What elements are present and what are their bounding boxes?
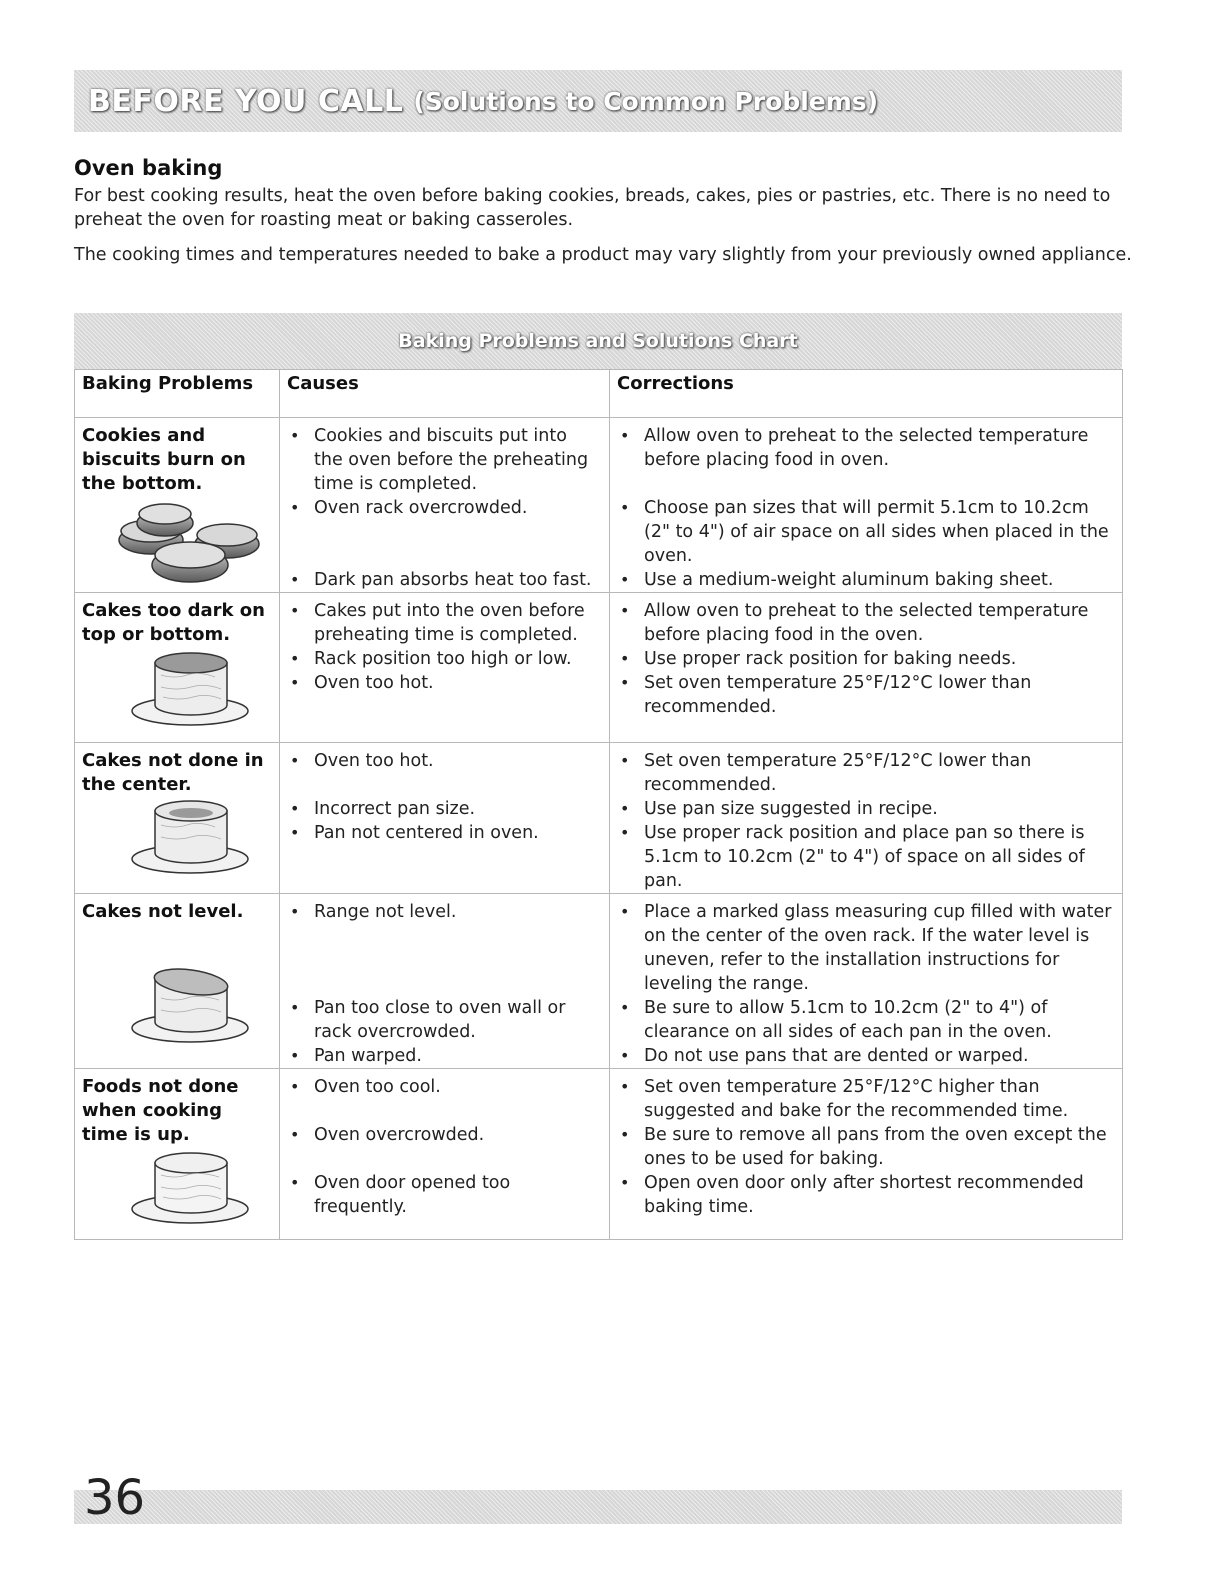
correction-item: • Be sure to allow 5.1cm to 10.2cm (2" to 4") of clearance on all sides of each pan in the oven.: [620, 996, 1114, 1044]
correction-item: • Use pan size suggested in recipe.: [620, 797, 1114, 821]
correction-item: • Use a medium-weight aluminum baking sheet.: [620, 568, 1114, 592]
column-header-causes: Causes: [280, 370, 610, 418]
cause-item: • Cakes put into the oven before preheating time is completed.: [290, 599, 601, 647]
correction-item: • Open oven door only after shortest recommended baking time.: [620, 1171, 1114, 1219]
cause-item: • Oven too hot.: [290, 749, 601, 797]
column-header-corrections: Corrections: [610, 370, 1123, 418]
chart-title: Baking Problems and Solutions Chart: [398, 330, 798, 352]
cookies-illustration: [75, 418, 280, 589]
problem-label: Foods not done when cooking time is up.: [82, 1076, 239, 1145]
table-row: [75, 593, 1123, 743]
dark-cake-illustration: [75, 593, 280, 743]
problem-cell: [75, 743, 280, 894]
cause-item: • Pan warped.: [290, 1044, 601, 1068]
cause-item: • Oven door opened too frequently.: [290, 1171, 601, 1219]
corrections-cell: [610, 593, 1123, 743]
cause-item: • Oven overcrowded.: [290, 1123, 601, 1171]
cause-item: • Oven rack overcrowded.: [290, 496, 601, 568]
intro-paragraph: For best cooking results, heat the oven before baking cookies, breads, cakes, pies or pastries, etc. There is no need to preheat the oven for roasting meat or baking casseroles.: [74, 186, 1111, 230]
problem-label: Cakes not done in the center.: [82, 750, 264, 795]
intro-paragraph: The cooking times and temperatures needed to bake a product may vary slightly from your previously owned appliance.: [74, 245, 1132, 265]
table-row: [75, 418, 1123, 593]
solutions-table: [74, 369, 1123, 1240]
correction-item: • Set oven temperature 25°F/12°C higher than suggested and bake for the recommended time.: [620, 1075, 1114, 1123]
page-title: BEFORE YOU CALL: [88, 83, 404, 119]
page-subtitle: (Solutions to Common Problems): [413, 86, 879, 116]
table-row: [75, 894, 1123, 1069]
correction-item: • Do not use pans that are dented or warped.: [620, 1044, 1114, 1068]
corrections-cell: [610, 418, 1123, 593]
correction-item: • Use proper rack position and place pan so there is 5.1cm to 10.2cm (2" to 4") of space on all sides of pan.: [620, 821, 1114, 893]
tilted-cake-illustration: [75, 894, 280, 1067]
causes-cell: [280, 593, 610, 743]
problem-cell: [75, 894, 280, 1069]
table-header-row: [75, 370, 1123, 418]
cause-item: • Pan too close to oven wall or rack overcrowded.: [290, 996, 601, 1044]
causes-cell: [280, 1069, 610, 1240]
section-title: Oven baking: [74, 156, 223, 180]
corrections-cell: [610, 894, 1123, 1069]
problem-label: Cakes too dark on top or bottom.: [82, 600, 265, 645]
problem-label: Cookies and biscuits burn on the bottom.: [82, 425, 246, 494]
chart-title-band: [74, 313, 1122, 369]
problem-cell: [75, 418, 280, 593]
cause-item: • Cookies and biscuits put into the oven before the preheating time is completed.: [290, 424, 601, 496]
correction-item: • Set oven temperature 25°F/12°C lower than recommended.: [620, 671, 1114, 719]
cause-item: • Dark pan absorbs heat too fast.: [290, 568, 601, 592]
problem-cell: [75, 1069, 280, 1240]
footer-band: [74, 1490, 1122, 1524]
correction-item: • Allow oven to preheat to the selected temperature before placing food in the oven.: [620, 599, 1114, 647]
table-row: [75, 743, 1123, 894]
causes-cell: [280, 418, 610, 593]
column-header-problems: Baking Problems: [75, 370, 280, 418]
cause-item: • Incorrect pan size.: [290, 797, 601, 821]
causes-cell: [280, 894, 610, 1069]
correction-item: • Allow oven to preheat to the selected temperature before placing food in oven.: [620, 424, 1114, 496]
cause-item: • Rack position too high or low.: [290, 647, 601, 671]
problem-label: Cakes not level.: [82, 901, 244, 922]
undercooked-cake-illustration: [75, 1069, 280, 1240]
header-band: [74, 70, 1122, 132]
correction-item: • Choose pan sizes that will permit 5.1cm to 10.2cm (2" to 4") of air space on all sides when placed in the oven.: [620, 496, 1114, 568]
correction-item: • Be sure to remove all pans from the oven except the ones to be used for baking.: [620, 1123, 1114, 1171]
correction-item: • Set oven temperature 25°F/12°C lower than recommended.: [620, 749, 1114, 797]
table-row: [75, 1069, 1123, 1240]
undone-cake-illustration: [75, 743, 280, 891]
correction-item: • Place a marked glass measuring cup filled with water on the center of the oven rack. If the water level is uneven, refer to the installation instructions for leveling the range.: [620, 900, 1114, 996]
correction-item: • Use proper rack position for baking needs.: [620, 647, 1114, 671]
cause-item: • Oven too cool.: [290, 1075, 601, 1123]
cause-item: • Range not level.: [290, 900, 601, 996]
page-number: 36: [84, 1470, 146, 1526]
corrections-cell: [610, 743, 1123, 894]
cause-item: • Oven too hot.: [290, 671, 601, 695]
corrections-cell: [610, 1069, 1123, 1240]
problem-cell: [75, 593, 280, 743]
cause-item: • Pan not centered in oven.: [290, 821, 601, 845]
causes-cell: [280, 743, 610, 894]
